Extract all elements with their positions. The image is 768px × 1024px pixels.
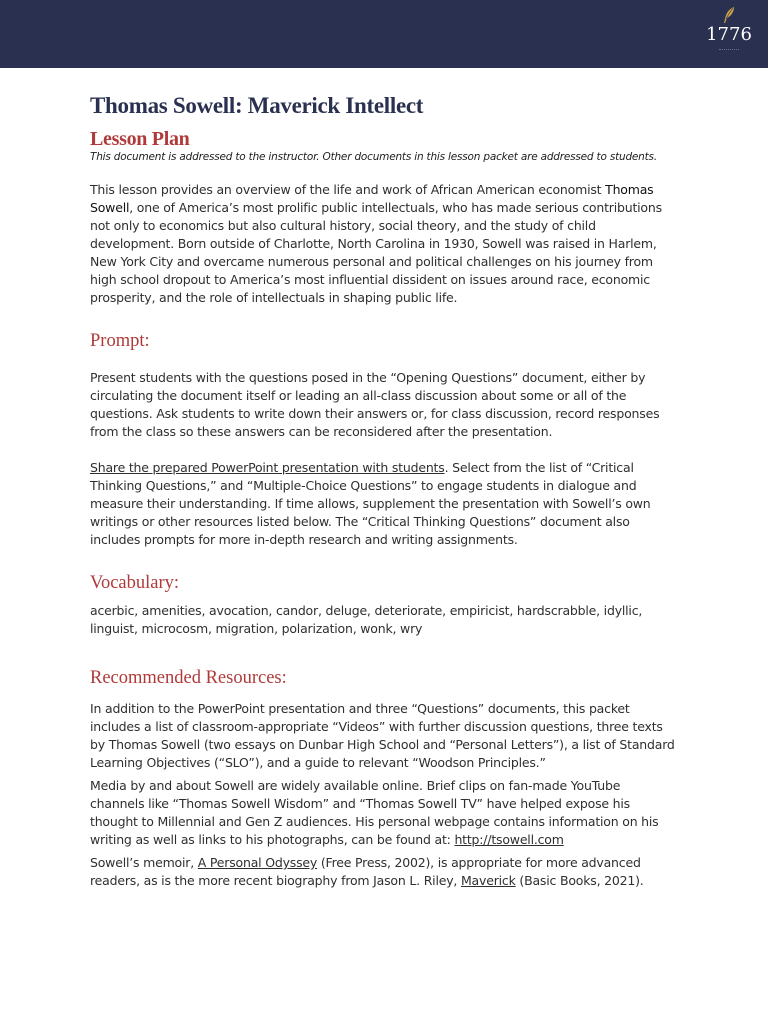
prompt-paragraph-1: Present students with the questions posed in the “Opening Questions” document, either by circulating the document itself or leading an all-class discussion about some or all of the questions. Ask students to write down their answers or, for class discussion, record responses from the class so these answers can be reconsidered after the presentation.	[90, 370, 660, 439]
vocabulary-list: acerbic, amenities, avocation, candor, deluge, deteriorate, empiricist, hardscrabble, idyllic, linguist, microcosm, migration, polarization, wonk, wry	[90, 603, 643, 636]
logo-divider	[719, 49, 739, 52]
document-title: Thomas Sowell: Maverick Intellect	[90, 93, 424, 118]
personal-odyssey-link[interactable]: A Personal Odyssey	[197, 855, 318, 870]
prompt-paragraph-2	[90, 459, 678, 549]
document-body	[90, 92, 678, 890]
intro-text-start: This lesson provides an overview of the life and work of African American economist	[90, 182, 606, 197]
resources-paragraph-3	[90, 854, 678, 890]
logo-text: 1776	[706, 24, 752, 45]
resources-paragraph-3-end: (Basic Books, 2021).	[515, 873, 644, 888]
resources-paragraph-2	[90, 777, 678, 849]
instructor-note: This document is addressed to the instructor. Other documents in this lesson packet are addressed to students.	[90, 151, 657, 163]
vocabulary-heading: Vocabulary:	[90, 573, 180, 593]
intro-text-end: , one of America’s most prolific public intellectuals, who has made serious contributions not only to economics but also cultural history, social theory, and the study of child development. Born outside of Charlotte, North Carolina in 1930, Sowell was raised in Harlem, New York City and overcame numerous personal and political challenges on his journey from high school dropout to America’s most influential dissident on issues around race, economic prosperity, and the role of intellectuals in shaping public life.	[90, 200, 662, 305]
powerpoint-link[interactable]: Share the prepared PowerPoint presentation with students	[90, 460, 445, 475]
resources-heading: Recommended Resources:	[90, 668, 287, 688]
resources-paragraph-1: In addition to the PowerPoint presentation and three “Questions” documents, this packet includes a list of classroom-appropriate “Videos” with further discussion questions, three texts by Thomas Sowell (two essays on Dunbar High School and “Personal Letters”), a list of Standard Learning Objectives (“SLO”), and a guide to relevant “Woodson Principles.”	[90, 701, 675, 770]
document-subtitle: Lesson Plan	[90, 128, 190, 150]
resources-paragraph-3-mid: (Free Press, 2002), is appropriate for more advanced readers, as is the more recent biography from Jason L. Riley,	[90, 855, 641, 888]
resources-paragraph-3-start: Sowell’s memoir,	[90, 855, 198, 870]
tsowell-link[interactable]: http://tsowell.com	[454, 832, 564, 847]
header-bar	[0, 0, 768, 68]
maverick-link[interactable]: Maverick	[460, 873, 516, 888]
intro-name: Thomas Sowell	[90, 182, 654, 215]
prompt-heading: Prompt:	[90, 331, 150, 351]
resources-paragraph-2-text: Media by and about Sowell are widely available online. Brief clips on fan-made YouTube channels like “Thomas Sowell Wisdom” and “Thomas Sowell TV” have helped expose his thought to Millennial and Gen Z audiences. His personal webpage contains information on his writing as well as links to his photographs, can be found at:	[90, 778, 659, 847]
logo	[704, 6, 754, 64]
intro-paragraph	[90, 181, 678, 307]
prompt-paragraph-2-text: . Select from the list of “Critical Thinking Questions,” and “Multiple-Choice Questions” to engage students in dialogue and measure their understanding. If time allows, supplement the presentation with Sowell’s own writings or other resources listed below. The “Critical Thinking Questions” document also includes prompts for more in-depth research and writing assignments.	[90, 460, 651, 547]
quill-icon	[721, 6, 737, 24]
